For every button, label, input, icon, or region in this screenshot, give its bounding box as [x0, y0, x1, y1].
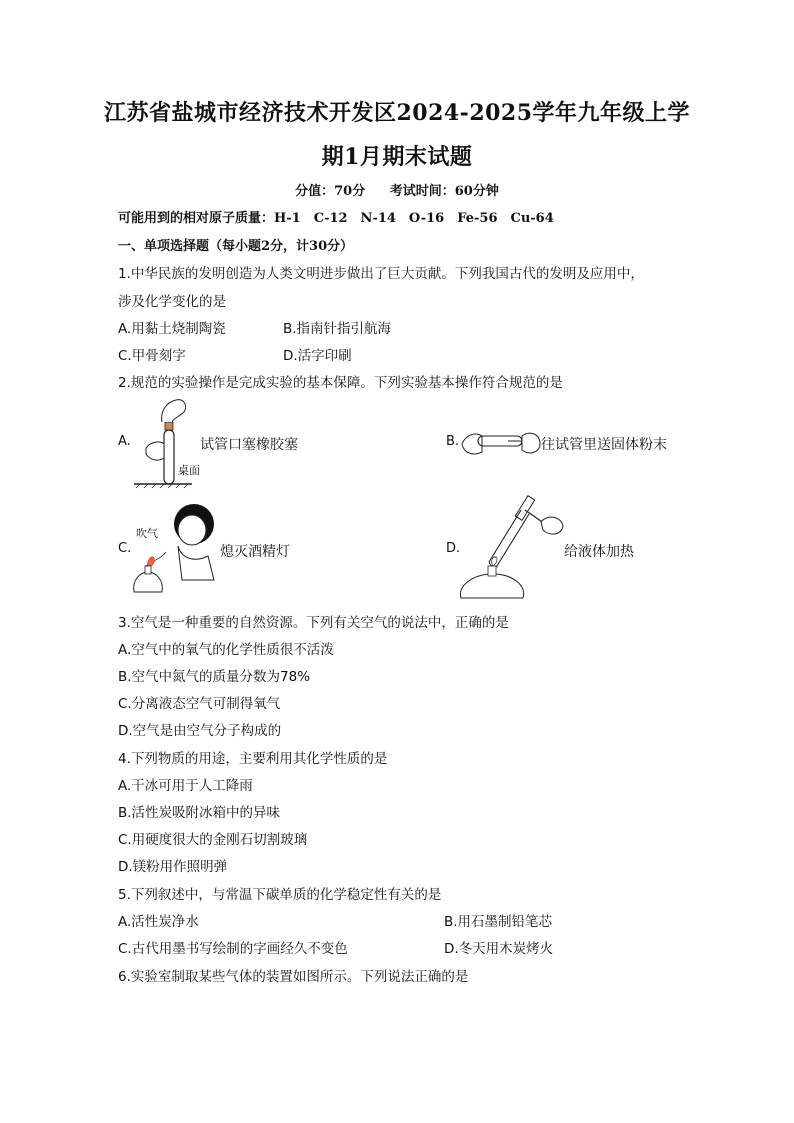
- table-label: 桌面: [178, 464, 200, 477]
- q1-stem-line2: 涉及化学变化的是: [118, 294, 226, 310]
- q3-option-b: B.空气中氮气的质量分数为78%: [118, 669, 311, 685]
- q2-stem: 2.规范的实验操作是完成实验的基本保障。下列实验基本操作符合规范的是: [118, 375, 563, 391]
- q2-option-c-letter: C.: [118, 541, 132, 556]
- q4-option-a: A.干冰可用于人工降雨: [118, 778, 253, 794]
- q2-option-b-letter: B.: [446, 434, 460, 449]
- heat-liquid-illustration: [455, 496, 565, 600]
- exam-meta: [0, 180, 794, 199]
- q4-option-d: D.镁粉用作照明弹: [118, 859, 228, 875]
- q3-stem: 3.空气是一种重要的自然资源。下列有关空气的说法中，正确的是: [118, 615, 509, 631]
- q1-option-b: B.指南针指引航海: [283, 321, 392, 337]
- q2-option-d-letter: D.: [446, 541, 461, 556]
- q5-option-b: B.用石墨制铅笔芯: [444, 914, 553, 930]
- q3-option-c: C.分离液态空气可制得氧气: [118, 696, 281, 712]
- exam-title-line1: 江苏省盐城市经济技术开发区2024-2025学年九年级上学: [103, 100, 691, 126]
- blow-out-lamp-illustration: [126, 500, 222, 596]
- q3-option-a: A.空气中的氧气的化学性质很不活泼: [118, 642, 334, 658]
- atomic-mass-line: 可能用到的相对原子质量：H-1 C-12 N-14 O-16 Fe-56 Cu-64: [118, 211, 554, 226]
- q1-option-c: C.甲骨刻字: [118, 348, 186, 364]
- q4-stem: 4.下列物质的用途，主要利用其化学性质的是: [118, 751, 388, 767]
- q5-stem: 5.下列叙述中，与常温下碳单质的化学稳定性有关的是: [118, 887, 442, 903]
- q1-stem-line1: 1.中华民族的发明创造为人类文明进步做出了巨大贡献。下列我国古代的发明及应用中，: [118, 266, 644, 282]
- q2-option-a-letter: A.: [118, 434, 131, 449]
- q2-option-d-text: 给液体加热: [564, 544, 634, 560]
- q5-option-c: C.古代用墨书写绘制的字画经久不变色: [118, 941, 348, 957]
- q4-option-b: B.活性炭吸附冰箱中的异味: [118, 805, 281, 821]
- q2-option-a-text: 试管口塞橡胶塞: [200, 437, 298, 453]
- q1-option-a: A.用黏土烧制陶瓷: [118, 321, 226, 337]
- section-heading: 一、单项选择题（每小题2分，计30分）: [118, 239, 354, 254]
- q2-option-b-text: 往试管里送固体粉末: [541, 437, 667, 453]
- time-info: 考试时间：60分钟: [389, 184, 499, 199]
- q5-option-a: A.活性炭净水: [118, 914, 199, 930]
- tube-powder-illustration: [460, 422, 542, 462]
- score-info: 分值：70分: [295, 184, 366, 199]
- q2-option-c-text: 熄灭酒精灯: [220, 544, 290, 560]
- q6-stem: 6.实验室制取某些气体的装置如图所示。下列说法正确的是: [118, 969, 469, 985]
- q3-option-d: D.空气是由空气分子构成的: [118, 723, 282, 739]
- exam-title-line2: 期1月期末试题: [321, 144, 473, 170]
- q5-option-d: D.冬天用木炭烤火: [444, 941, 554, 957]
- q4-option-c: C.用硬度很大的金刚石切割玻璃: [118, 832, 308, 848]
- q1-option-d: D.活字印刷: [283, 348, 352, 364]
- blow-label: 吹气: [136, 527, 158, 540]
